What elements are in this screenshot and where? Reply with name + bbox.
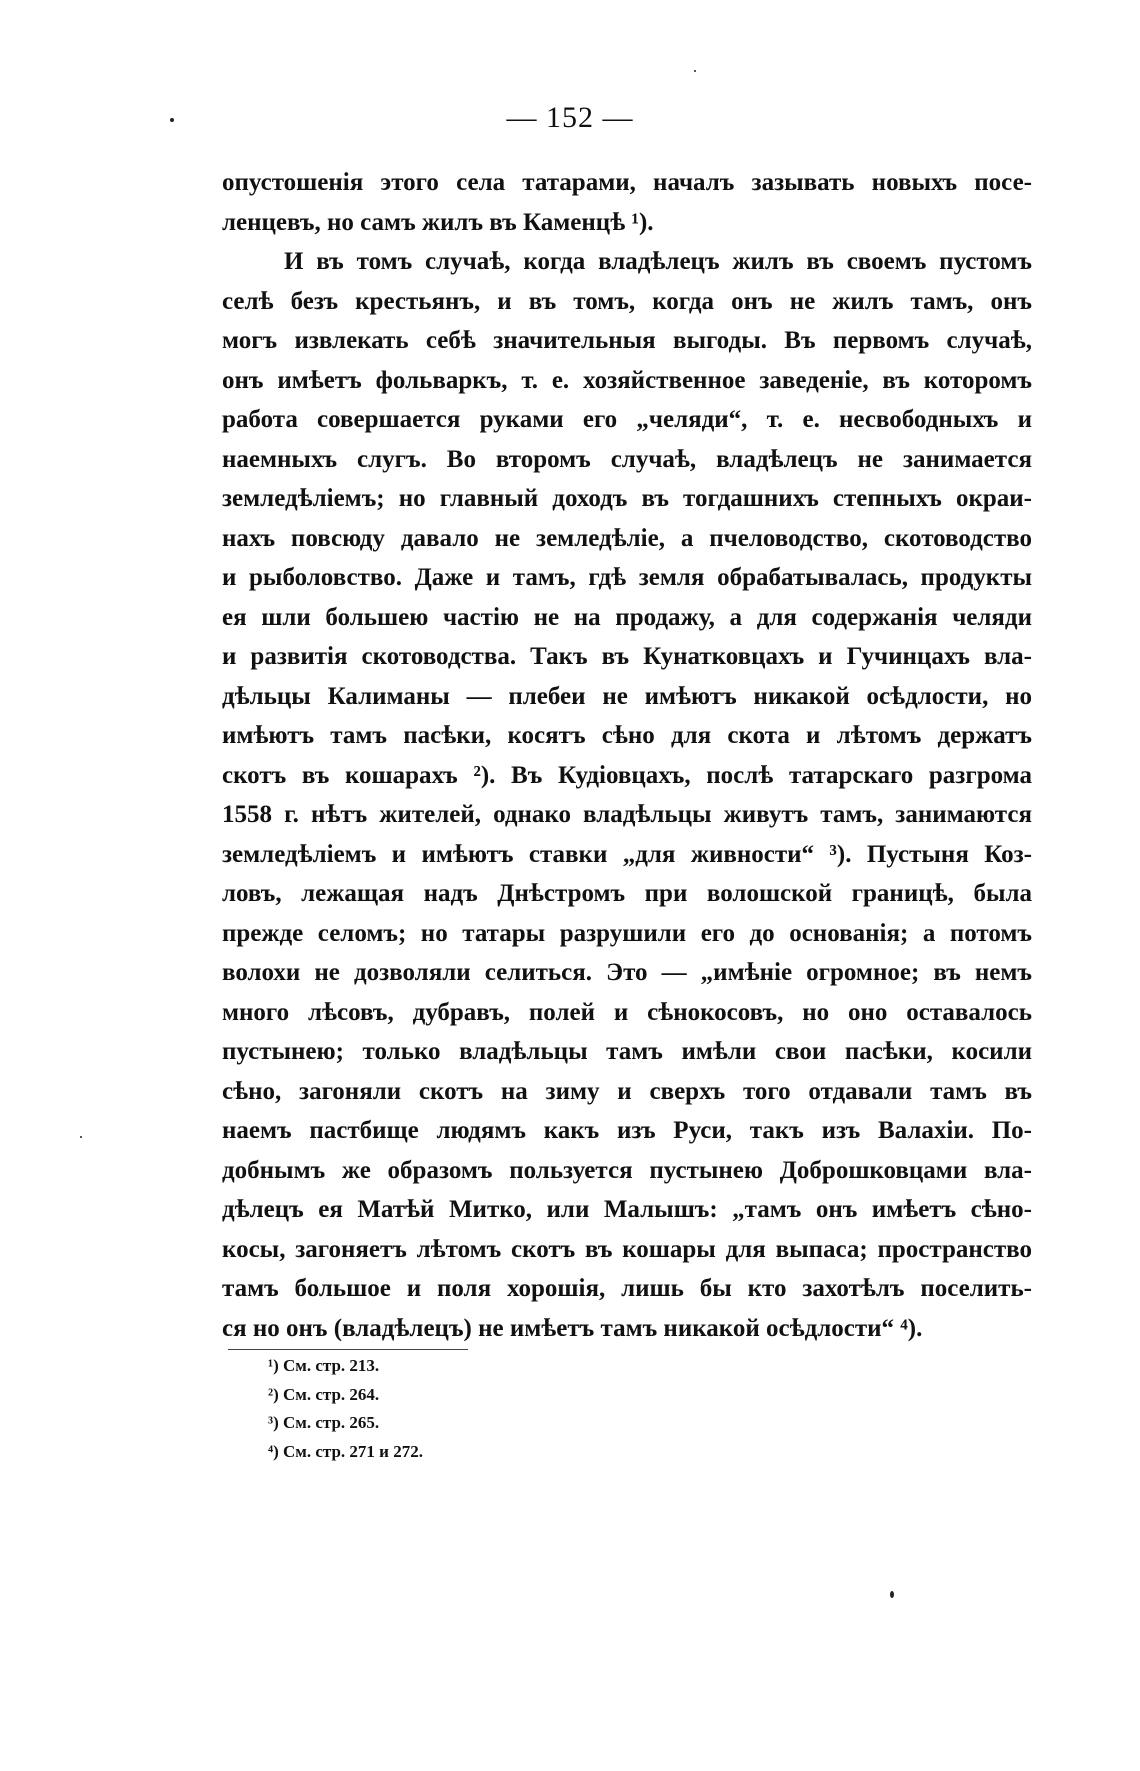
footnotes [268, 1352, 668, 1466]
text-line: опустошенія этого села татарами, началъ зазывать новыхъ посе- [222, 169, 1032, 196]
text-line: прежде селомъ; но татары разрушили его до основанія; а потомъ [222, 919, 1032, 947]
text-line: нахъ повсюду давало не земледѣліе, а пчеловодство, скотоводство [222, 524, 1032, 552]
text-line: земледѣліемъ; но главный доходъ въ тогдашнихъ степныхъ окраи- [222, 485, 1032, 512]
body-text [222, 163, 1032, 1348]
text-line: ся но онъ (владѣлецъ) не имѣетъ тамъ никакой осѣдлости“ ⁴). [222, 1314, 923, 1342]
text-line: дѣльцы Калиманы — плебеи не имѣютъ никакой осѣдлости, но [222, 682, 1032, 710]
footnote: ³) См. стр. 265. [268, 1413, 380, 1432]
text-line: работа совершается руками его „челяди“, т. е. несвободныхъ и [222, 406, 1032, 433]
page-number: — 152 — [506, 101, 634, 134]
text-line: наемныхъ слугъ. Во второмъ случаѣ, владѣлецъ не занимается [222, 445, 1032, 473]
text-line: и рыболовство. Даже и тамъ, гдѣ земля обрабатывалась, продукты [222, 564, 1032, 591]
scan-speck [694, 70, 696, 72]
scan-speck [890, 1591, 894, 1598]
text-line: и развитія скотоводства. Такъ въ Кунатковцахъ и Гучинцахъ вла- [222, 643, 1032, 670]
scan-speck [80, 1136, 82, 1138]
text-line: имѣютъ тамъ пасѣки, косятъ сѣно для скота и лѣтомъ держатъ [222, 722, 1032, 749]
text-line: тамъ большое и поля хорошія, лишь бы кто захотѣлъ поселить- [222, 1275, 1032, 1302]
text-line: наемъ пастбище людямъ какъ изъ Руси, такъ изъ Валахіи. По- [222, 1117, 1032, 1144]
text-line: пустынею; только владѣльцы тамъ имѣли свои пасѣки, косили [222, 1038, 1032, 1065]
footnote: ¹) См. стр. 213. [268, 1356, 380, 1375]
footnote: ²) См. стр. 264. [268, 1384, 380, 1404]
footnote: ⁴) См. стр. 271 и 272. [268, 1441, 423, 1461]
scan-speck [170, 118, 174, 122]
text-line: селѣ безъ крестьянъ, и въ томъ, когда онъ не жилъ тамъ, онъ [222, 287, 1032, 315]
text-line: сѣно, загоняли скотъ на зиму и сверхъ того отдавали тамъ въ [222, 1077, 1032, 1105]
text-line: могъ извлекать себѣ значительныя выгоды. Въ первомъ случаѣ, [222, 327, 1032, 354]
text-line: много лѣсовъ, дубравъ, полей и сѣнокосовъ, но оно оставалось [222, 998, 1032, 1026]
text-line: земледѣліемъ и имѣютъ ставки „для живности“ ³). Пустыня Коз- [222, 840, 1032, 868]
text-line: дѣлецъ ея Матѣй Митко, или Малышъ: „тамъ онъ имѣетъ сѣно- [222, 1196, 1032, 1223]
text-line: волохи не дозволяли селиться. Это — „имѣніе огромное; въ немъ [222, 959, 1032, 986]
text-line: И въ томъ случаѣ, когда владѣлецъ жилъ въ своемъ пустомъ [284, 248, 1032, 275]
footnote-separator [228, 1349, 468, 1350]
text-line: ленцевъ, но самъ жилъ въ Каменцѣ ¹). [222, 208, 654, 236]
text-line: добнымъ же образомъ пользуется пустынею Доброшковцами вла- [222, 1156, 1032, 1184]
text-line: 1558 г. нѣтъ жителей, однако владѣльцы живутъ тамъ, занимаются [222, 801, 1032, 828]
text-line: ловъ, лежащая надъ Днѣстромъ при волошской границѣ, была [222, 880, 1032, 907]
text-line: ея шли большею частію не на продажу, а для содержанія челяди [222, 603, 1032, 631]
text-line: скотъ въ кошарахъ ²). Въ Кудіовцахъ, послѣ татарскаго разгрома [222, 761, 1032, 789]
text-line: онъ имѣетъ фольваркъ, т. е. хозяйственное заведеніе, въ которомъ [222, 366, 1032, 394]
text-line: косы, загоняетъ лѣтомъ скотъ въ кошары для выпаса; пространство [222, 1235, 1032, 1263]
